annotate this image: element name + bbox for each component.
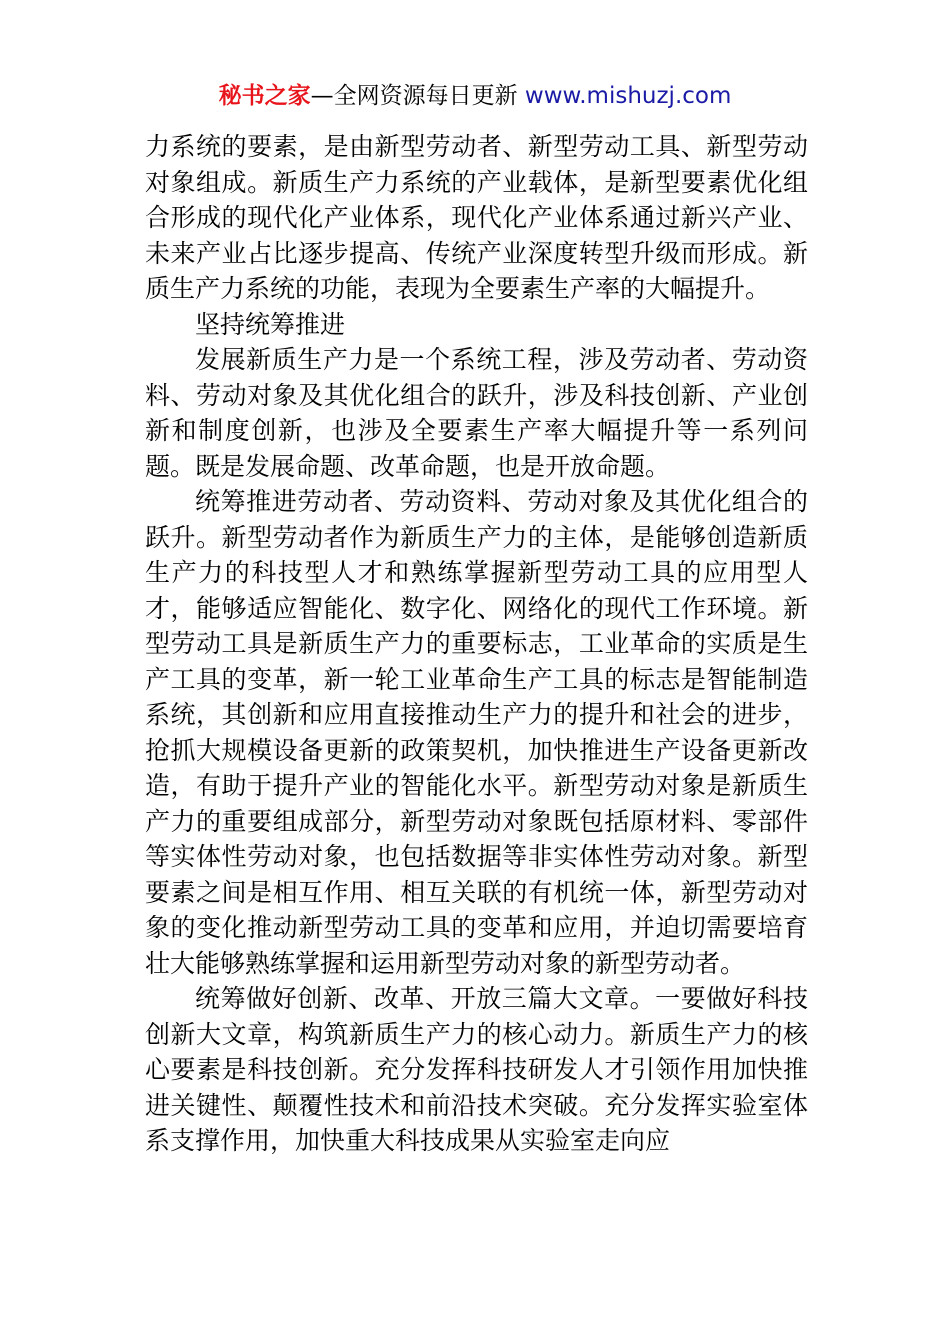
section-heading: 坚持统筹推进 (195, 309, 346, 339)
document-body (145, 129, 808, 1159)
paragraph: 统筹做好创新、改革、开放三篇大文章。一要做好科技创新大文章，构筑新质生产力的核心动力。新质生产力的核心要素是科技创新。充分发挥科技研发人才引领作用加快推进关键性、颠覆性技术和前沿技术突破。充分发挥实验室体系支撑作用，加快重大科技成果从实验室走向应 (145, 984, 808, 1155)
brand-name: 秘书之家 (218, 83, 311, 109)
paragraph: 统筹推进劳动者、劳动资料、劳动对象及其优化组合的跃升。新型劳动者作为新质生产力的主体，是能够创造新质生产力的科技型人才和熟练掌握新型劳动工具的应用型人才，能够适应智能化、数字化、网络化的现代工作环境。新型劳动工具是新质生产力的重要标志，工业革命的实质是生产工具的变革，新一轮工业革命生产工具的标志是智能制造系统，其创新和应用直接推动生产力的提升和社会的进步，抢抓大规模设备更新的政策契机，加快推进生产设备更新改造，有助于提升产业的智能化水平。新型劳动对象是新质生产力的重要组成部分，新型劳动对象既包括原材料、零部件等实体性劳动对象，也包括数据等非实体性劳动对象。新型要素之间是相互作用、相互关联的有机统一体，新型劳动对象的变化推动新型劳动工具的变革和应用，并迫切需要培育壮大能够熟练掌握和运用新型劳动对象的新型劳动者。 (145, 487, 808, 978)
site-link[interactable]: www.mishuzj.com (524, 83, 732, 109)
paragraph-continuation: 力系统的要素，是由新型劳动者、新型劳动工具、新型劳动对象组成。新质生产力系统的产业载体，是新型要素优化组合形成的现代化产业体系，现代化产业体系通过新兴产业、未来产业占比逐步提高、传统产业深度转型升级而形成。新质生产力系统的功能，表现为全要素生产率的大幅提升。 (145, 132, 808, 303)
paragraph: 发展新质生产力是一个系统工程，涉及劳动者、劳动资料、劳动对象及其优化组合的跃升，涉及科技创新、产业创新和制度创新，也涉及全要素生产率大幅提升等一系列问题。既是发展命题、改革命题，也是开放命题。 (145, 345, 808, 481)
header-tagline: —全网资源每日更新 (310, 83, 525, 109)
page-header (0, 80, 950, 112)
